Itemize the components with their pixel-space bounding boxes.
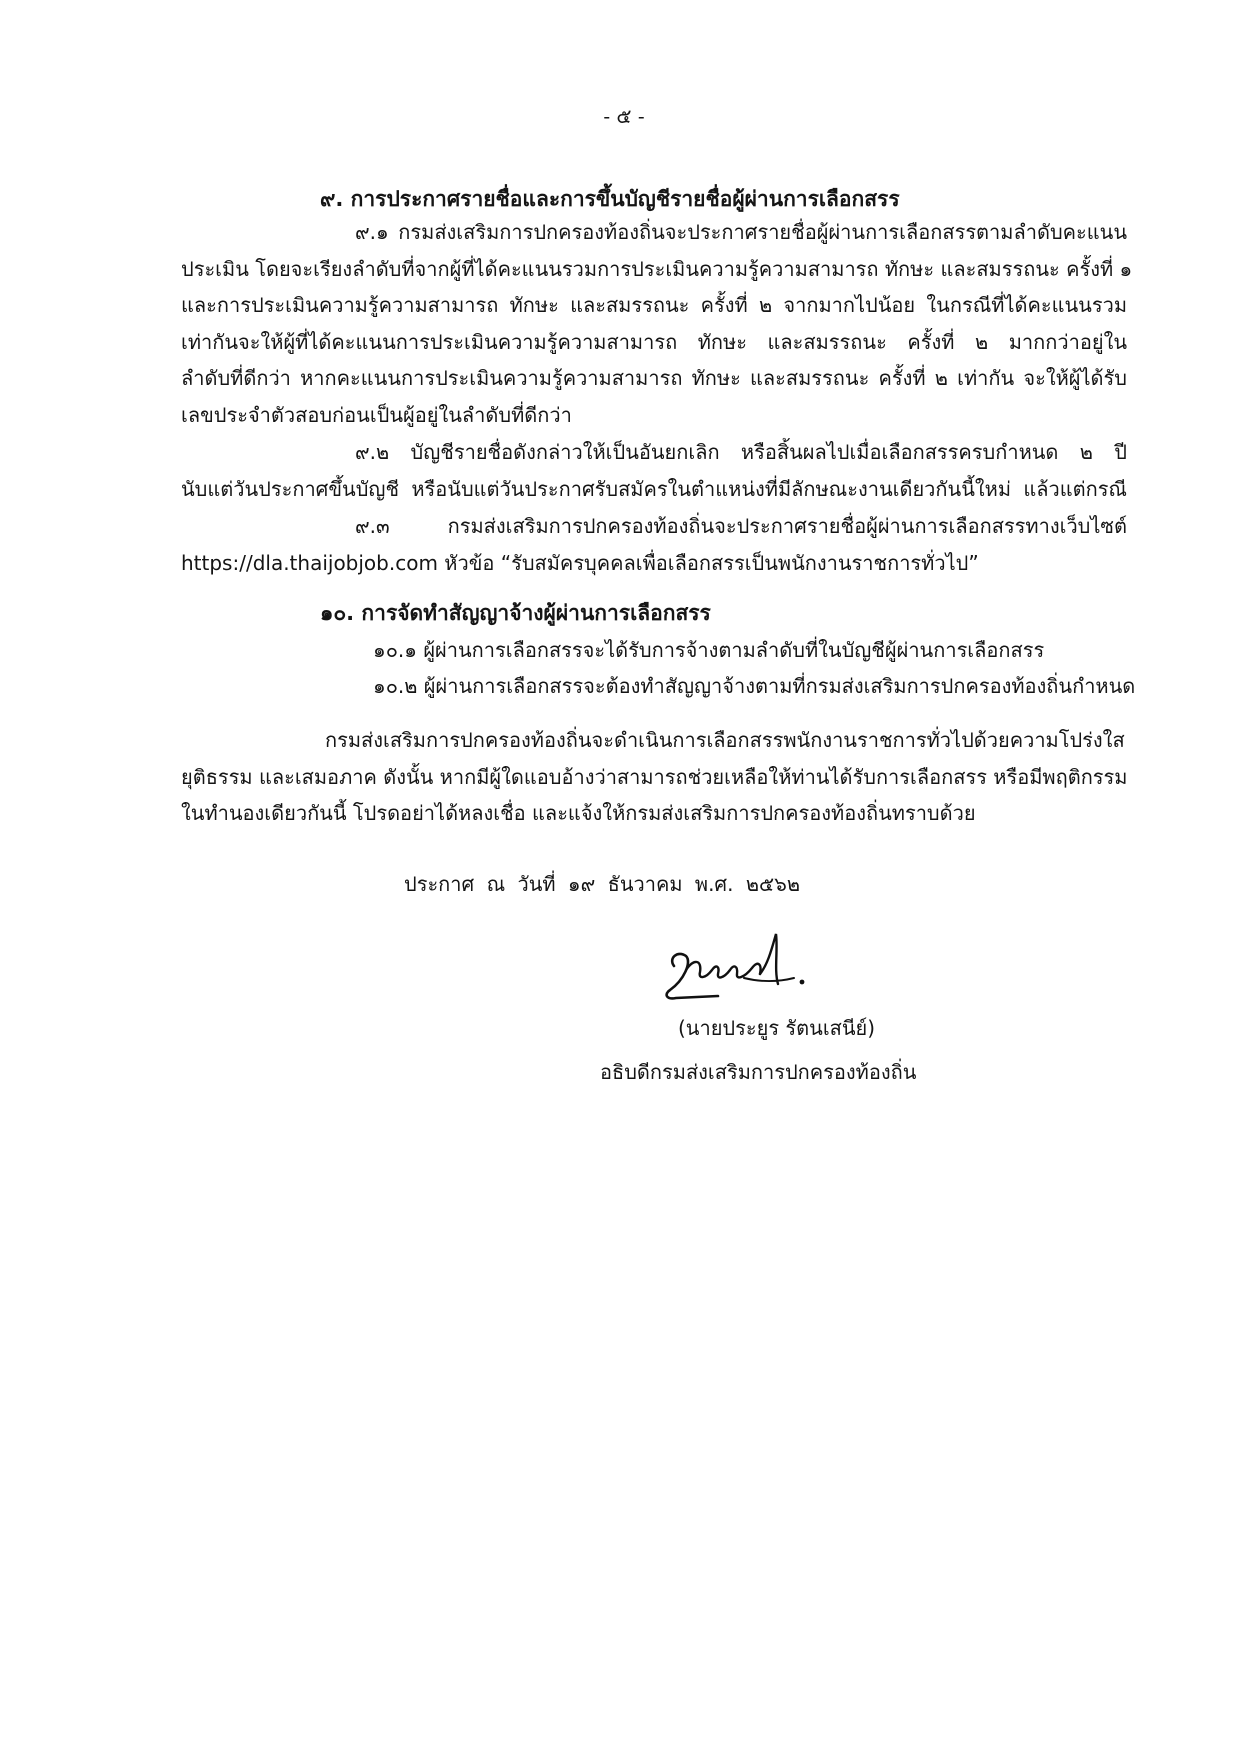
announcement-date: ประกาศ ณ วันที่ ๑๙ ธันวาคม พ.ศ. ๒๕๖๒	[404, 872, 801, 896]
paragraph-line: ๙.๓ กรมส่งเสริมการปกครองท้องถิ่นจะประกาศรายชื่อผู้ผ่านการเลือกสรรทางเว็บไซต์	[355, 514, 1127, 538]
closing-paragraph	[181, 722, 1127, 832]
signature-image	[660, 920, 830, 1010]
paragraph-line: ในทำนองเดียวกันนี้ โปรดอย่าได้หลงเชื่อ และแจ้งให้กรมส่งเสริมการปกครองท้องถิ่นทราบด้วย	[181, 801, 976, 826]
paragraph-line: ลำดับที่ดีกว่า หากคะแนนการประเมินความรู้ความสามารถ ทักษะ และสมรรถนะ ครั้งที่ ๒ เท่ากัน จะให้ผู้ได้รับ	[181, 366, 1127, 391]
section-9-3-paragraph	[181, 508, 1127, 581]
paragraph-line: ๙.๑ กรมส่งเสริมการปกครองท้องถิ่นจะประกาศรายชื่อผู้ผ่านการเลือกสรรตามลำดับคะแนน	[355, 220, 1127, 244]
paragraph-line: นับแต่วันประกาศขึ้นบัญชี หรือนับแต่วันประกาศรับสมัครในตำแหน่งที่มีลักษณะงานเดียวกันนี้ใหม่ แล้วแต่กรณี	[181, 476, 1127, 501]
section-10-2-item: ๑๐.๒ ผู้ผ่านการเลือกสรรจะต้องทำสัญญาจ้างตามที่กรมส่งเสริมการปกครองท้องถิ่นกำหนด	[373, 674, 1136, 698]
section-9-1-paragraph	[181, 214, 1133, 434]
paragraph-line: ประเมิน โดยจะเรียงลำดับที่จากผู้ที่ได้คะแนนรวมการประเมินความรู้ความสามารถ ทักษะ และสมรรถนะ ครั้งที่ ๑	[181, 256, 1133, 281]
signer-name: (นายประยูร รัตนเสนีย์)	[678, 1016, 876, 1040]
paragraph-line: ยุติธรรม และเสมอภาค ดังนั้น หากมีผู้ใดแอบอ้างว่าสามารถช่วยเหลือให้ท่านได้รับการเลือกสรร หรือมีพฤติกรรม	[181, 764, 1128, 789]
paragraph-line: https://dla.thaijobjob.com หัวข้อ “รับสมัครบุคคลเพื่อเลือกสรรเป็นพนักงานราชการทั่วไป”	[181, 550, 979, 575]
page-number: - ๕ -	[603, 104, 645, 128]
signer-title: อธิบดีกรมส่งเสริมการปกครองท้องถิ่น	[600, 1060, 917, 1084]
section-9-2-paragraph	[181, 434, 1127, 507]
section-9-heading: ๙. การประกาศรายชื่อและการขึ้นบัญชีรายชื่อผู้ผ่านการเลือกสรร	[320, 187, 900, 211]
paragraph-line: กรมส่งเสริมการปกครองท้องถิ่นจะดำเนินการเลือกสรรพนักงานราชการทั่วไปด้วยความโปร่งใส	[325, 728, 1125, 752]
paragraph-line: เท่ากันจะให้ผู้ที่ได้คะแนนการประเมินความรู้ความสามารถ ทักษะ และสมรรถนะ ครั้งที่ ๒ มากกว่าอยู่ใน	[181, 329, 1128, 354]
paragraph-line: ๙.๒ บัญชีรายชื่อดังกล่าวให้เป็นอันยกเลิก หรือสิ้นผลไปเมื่อเลือกสรรครบกำหนด ๒ ปี	[355, 440, 1127, 464]
paragraph-line: และการประเมินความรู้ความสามารถ ทักษะ และสมรรถนะ ครั้งที่ ๒ จากมากไปน้อย ในกรณีที่ได้คะแนนรวม	[181, 293, 1127, 318]
section-10-1-item: ๑๐.๑ ผู้ผ่านการเลือกสรรจะได้รับการจ้างตามลำดับที่ในบัญชีผู้ผ่านการเลือกสรร	[373, 638, 1045, 662]
paragraph-line: เลขประจำตัวสอบก่อนเป็นผู้อยู่ในลำดับที่ดีกว่า	[181, 402, 572, 427]
section-10-heading: ๑๐. การจัดทำสัญญาจ้างผู้ผ่านการเลือกสรร	[320, 601, 711, 625]
